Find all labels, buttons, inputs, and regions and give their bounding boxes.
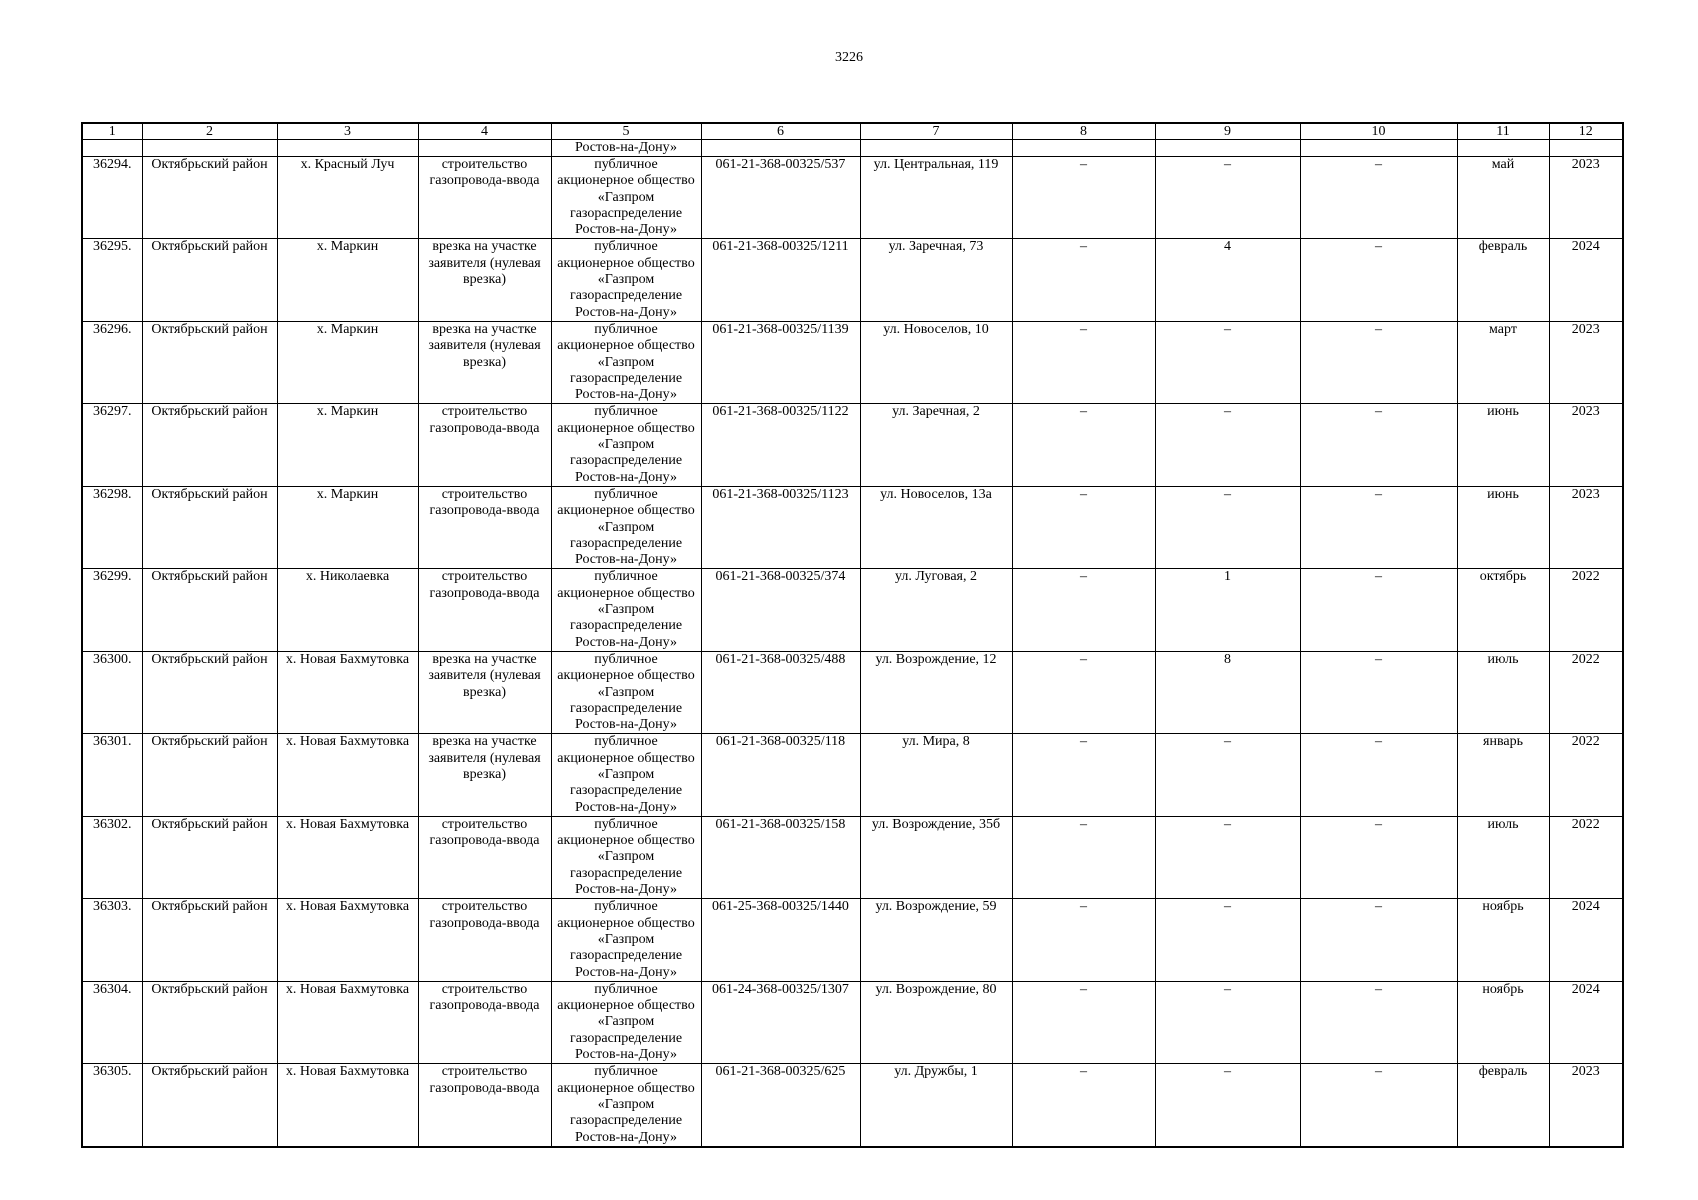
row-number: 36300. (82, 651, 142, 733)
continuation-cell-1 (82, 140, 142, 157)
column-header-3: 3 (277, 123, 418, 140)
district-cell: Октябрьский район (142, 321, 277, 403)
organization-cell: публичное акционерное общество «Газпром газораспределение Ростов-на-Дону» (551, 651, 701, 733)
code-cell: 061-21-368-00325/488 (701, 651, 860, 733)
settlement-cell: х. Красный Луч (277, 157, 418, 239)
column-10-cell: – (1300, 157, 1457, 239)
continuation-cell-2 (142, 140, 277, 157)
organization-cell: публичное акционерное общество «Газпром газораспределение Ростов-на-Дону» (551, 816, 701, 898)
column-9-cell: 8 (1155, 651, 1300, 733)
table-row (82, 486, 1623, 568)
address-cell: ул. Возрождение, 80 (860, 981, 1012, 1063)
month-cell: март (1457, 321, 1549, 403)
address-cell: ул. Новоселов, 13а (860, 486, 1012, 568)
address-cell: ул. Заречная, 2 (860, 404, 1012, 486)
work-type-cell: врезка на участке заявителя (нулевая врезка) (418, 734, 551, 816)
address-cell: ул. Центральная, 119 (860, 157, 1012, 239)
work-type-cell: строительство газопровода-ввода (418, 816, 551, 898)
table-header (82, 123, 1623, 140)
year-cell: 2024 (1549, 239, 1623, 321)
column-header-10: 10 (1300, 123, 1457, 140)
code-cell: 061-24-368-00325/1307 (701, 981, 860, 1063)
column-10-cell: – (1300, 816, 1457, 898)
table-row (82, 321, 1623, 403)
code-cell: 061-21-368-00325/118 (701, 734, 860, 816)
table-row (82, 981, 1623, 1063)
work-type-cell: строительство газопровода-ввода (418, 404, 551, 486)
column-header-4: 4 (418, 123, 551, 140)
year-cell: 2023 (1549, 157, 1623, 239)
column-9-cell: – (1155, 899, 1300, 981)
column-9-cell: – (1155, 157, 1300, 239)
column-10-cell: – (1300, 981, 1457, 1063)
work-type-cell: врезка на участке заявителя (нулевая врезка) (418, 651, 551, 733)
column-header-9: 9 (1155, 123, 1300, 140)
row-number: 36294. (82, 157, 142, 239)
column-header-1: 1 (82, 123, 142, 140)
settlement-cell: х. Новая Бахмутовка (277, 1064, 418, 1147)
column-9-cell: – (1155, 981, 1300, 1063)
district-cell: Октябрьский район (142, 981, 277, 1063)
column-header-7: 7 (860, 123, 1012, 140)
column-8-cell: – (1012, 899, 1155, 981)
address-cell: ул. Мира, 8 (860, 734, 1012, 816)
column-10-cell: – (1300, 569, 1457, 651)
code-cell: 061-25-368-00325/1440 (701, 899, 860, 981)
column-8-cell: – (1012, 321, 1155, 403)
month-cell: май (1457, 157, 1549, 239)
work-type-cell: строительство газопровода-ввода (418, 569, 551, 651)
year-cell: 2022 (1549, 651, 1623, 733)
address-cell: ул. Возрождение, 59 (860, 899, 1012, 981)
district-cell: Октябрьский район (142, 239, 277, 321)
column-10-cell: – (1300, 899, 1457, 981)
year-cell: 2024 (1549, 981, 1623, 1063)
column-10-cell: – (1300, 734, 1457, 816)
table-body (82, 140, 1623, 1147)
continuation-cell-11 (1457, 140, 1549, 157)
continuation-cell-8 (1012, 140, 1155, 157)
organization-cell: публичное акционерное общество «Газпром газораспределение Ростов-на-Дону» (551, 486, 701, 568)
continuation-cell-6 (701, 140, 860, 157)
code-cell: 061-21-368-00325/1122 (701, 404, 860, 486)
continuation-cell-10 (1300, 140, 1457, 157)
organization-cell: публичное акционерное общество «Газпром газораспределение Ростов-на-Дону» (551, 239, 701, 321)
year-cell: 2024 (1549, 899, 1623, 981)
work-type-cell: строительство газопровода-ввода (418, 157, 551, 239)
table-row (82, 899, 1623, 981)
registry-table (81, 122, 1624, 1148)
district-cell: Октябрьский район (142, 816, 277, 898)
organization-cell: публичное акционерное общество «Газпром газораспределение Ростов-на-Дону» (551, 734, 701, 816)
table-row (82, 816, 1623, 898)
column-9-cell: – (1155, 404, 1300, 486)
row-number: 36297. (82, 404, 142, 486)
month-cell: октябрь (1457, 569, 1549, 651)
column-8-cell: – (1012, 239, 1155, 321)
month-cell: июль (1457, 651, 1549, 733)
column-10-cell: – (1300, 321, 1457, 403)
column-10-cell: – (1300, 1064, 1457, 1147)
district-cell: Октябрьский район (142, 569, 277, 651)
settlement-cell: х. Новая Бахмутовка (277, 981, 418, 1063)
row-number: 36301. (82, 734, 142, 816)
district-cell: Октябрьский район (142, 734, 277, 816)
column-header-12: 12 (1549, 123, 1623, 140)
column-8-cell: – (1012, 486, 1155, 568)
page-number: 3226 (835, 50, 863, 65)
month-cell: ноябрь (1457, 981, 1549, 1063)
column-8-cell: – (1012, 651, 1155, 733)
year-cell: 2023 (1549, 321, 1623, 403)
district-cell: Октябрьский район (142, 1064, 277, 1147)
organization-cell: публичное акционерное общество «Газпром газораспределение Ростов-на-Дону» (551, 981, 701, 1063)
table-row (82, 734, 1623, 816)
year-cell: 2023 (1549, 486, 1623, 568)
year-cell: 2022 (1549, 816, 1623, 898)
column-9-cell: 1 (1155, 569, 1300, 651)
district-cell: Октябрьский район (142, 486, 277, 568)
month-cell: ноябрь (1457, 899, 1549, 981)
column-9-cell: – (1155, 816, 1300, 898)
organization-cell: публичное акционерное общество «Газпром газораспределение Ростов-на-Дону» (551, 1064, 701, 1147)
row-number: 36304. (82, 981, 142, 1063)
month-cell: февраль (1457, 1064, 1549, 1147)
settlement-cell: х. Новая Бахмутовка (277, 651, 418, 733)
settlement-cell: х. Маркин (277, 321, 418, 403)
column-9-cell: – (1155, 734, 1300, 816)
code-cell: 061-21-368-00325/1139 (701, 321, 860, 403)
work-type-cell: строительство газопровода-ввода (418, 486, 551, 568)
address-cell: ул. Заречная, 73 (860, 239, 1012, 321)
row-number: 36296. (82, 321, 142, 403)
column-9-cell: – (1155, 1064, 1300, 1147)
code-cell: 061-21-368-00325/374 (701, 569, 860, 651)
column-8-cell: – (1012, 734, 1155, 816)
settlement-cell: х. Маркин (277, 404, 418, 486)
column-8-cell: – (1012, 816, 1155, 898)
table-row (82, 651, 1623, 733)
column-10-cell: – (1300, 486, 1457, 568)
column-8-cell: – (1012, 569, 1155, 651)
settlement-cell: х. Николаевка (277, 569, 418, 651)
row-number: 36303. (82, 899, 142, 981)
code-cell: 061-21-368-00325/1211 (701, 239, 860, 321)
district-cell: Октябрьский район (142, 404, 277, 486)
work-type-cell: строительство газопровода-ввода (418, 981, 551, 1063)
column-header-2: 2 (142, 123, 277, 140)
column-8-cell: – (1012, 157, 1155, 239)
settlement-cell: х. Маркин (277, 486, 418, 568)
column-8-cell: – (1012, 981, 1155, 1063)
address-cell: ул. Новоселов, 10 (860, 321, 1012, 403)
year-cell: 2022 (1549, 734, 1623, 816)
work-type-cell: строительство газопровода-ввода (418, 899, 551, 981)
continuation-cell-3 (277, 140, 418, 157)
organization-cell: публичное акционерное общество «Газпром газораспределение Ростов-на-Дону» (551, 404, 701, 486)
column-8-cell: – (1012, 404, 1155, 486)
code-cell: 061-21-368-00325/537 (701, 157, 860, 239)
month-cell: июль (1457, 816, 1549, 898)
district-cell: Октябрьский район (142, 651, 277, 733)
settlement-cell: х. Новая Бахмутовка (277, 734, 418, 816)
column-number-row (82, 123, 1623, 140)
column-header-8: 8 (1012, 123, 1155, 140)
table-row (82, 569, 1623, 651)
column-9-cell: – (1155, 321, 1300, 403)
continuation-cell-4 (418, 140, 551, 157)
continuation-cell-12 (1549, 140, 1623, 157)
column-10-cell: – (1300, 651, 1457, 733)
row-number: 36305. (82, 1064, 142, 1147)
continuation-cell-7 (860, 140, 1012, 157)
organization-cell: публичное акционерное общество «Газпром газораспределение Ростов-на-Дону» (551, 157, 701, 239)
work-type-cell: врезка на участке заявителя (нулевая врезка) (418, 321, 551, 403)
code-cell: 061-21-368-00325/625 (701, 1064, 860, 1147)
address-cell: ул. Возрождение, 12 (860, 651, 1012, 733)
work-type-cell: строительство газопровода-ввода (418, 1064, 551, 1147)
settlement-cell: х. Новая Бахмутовка (277, 816, 418, 898)
code-cell: 061-21-368-00325/1123 (701, 486, 860, 568)
column-header-5: 5 (551, 123, 701, 140)
column-10-cell: – (1300, 404, 1457, 486)
settlement-cell: х. Новая Бахмутовка (277, 899, 418, 981)
year-cell: 2023 (1549, 1064, 1623, 1147)
row-number: 36298. (82, 486, 142, 568)
column-9-cell: – (1155, 486, 1300, 568)
month-cell: июнь (1457, 404, 1549, 486)
row-number: 36299. (82, 569, 142, 651)
month-cell: февраль (1457, 239, 1549, 321)
column-header-6: 6 (701, 123, 860, 140)
month-cell: январь (1457, 734, 1549, 816)
district-cell: Октябрьский район (142, 899, 277, 981)
continuation-cell-9 (1155, 140, 1300, 157)
table-row (82, 1064, 1623, 1147)
code-cell: 061-21-368-00325/158 (701, 816, 860, 898)
continuation-row (82, 140, 1623, 157)
column-9-cell: 4 (1155, 239, 1300, 321)
address-cell: ул. Луговая, 2 (860, 569, 1012, 651)
organization-cell: публичное акционерное общество «Газпром газораспределение Ростов-на-Дону» (551, 569, 701, 651)
continuation-cell-5: Ростов-на-Дону» (551, 140, 701, 157)
table-row (82, 404, 1623, 486)
organization-cell: публичное акционерное общество «Газпром газораспределение Ростов-на-Дону» (551, 321, 701, 403)
settlement-cell: х. Маркин (277, 239, 418, 321)
organization-cell: публичное акционерное общество «Газпром газораспределение Ростов-на-Дону» (551, 899, 701, 981)
district-cell: Октябрьский район (142, 157, 277, 239)
row-number: 36302. (82, 816, 142, 898)
work-type-cell: врезка на участке заявителя (нулевая врезка) (418, 239, 551, 321)
column-8-cell: – (1012, 1064, 1155, 1147)
year-cell: 2022 (1549, 569, 1623, 651)
table-row (82, 239, 1623, 321)
column-header-11: 11 (1457, 123, 1549, 140)
address-cell: ул. Дружбы, 1 (860, 1064, 1012, 1147)
year-cell: 2023 (1549, 404, 1623, 486)
address-cell: ул. Возрождение, 35б (860, 816, 1012, 898)
row-number: 36295. (82, 239, 142, 321)
month-cell: июнь (1457, 486, 1549, 568)
table-row (82, 157, 1623, 239)
column-10-cell: – (1300, 239, 1457, 321)
